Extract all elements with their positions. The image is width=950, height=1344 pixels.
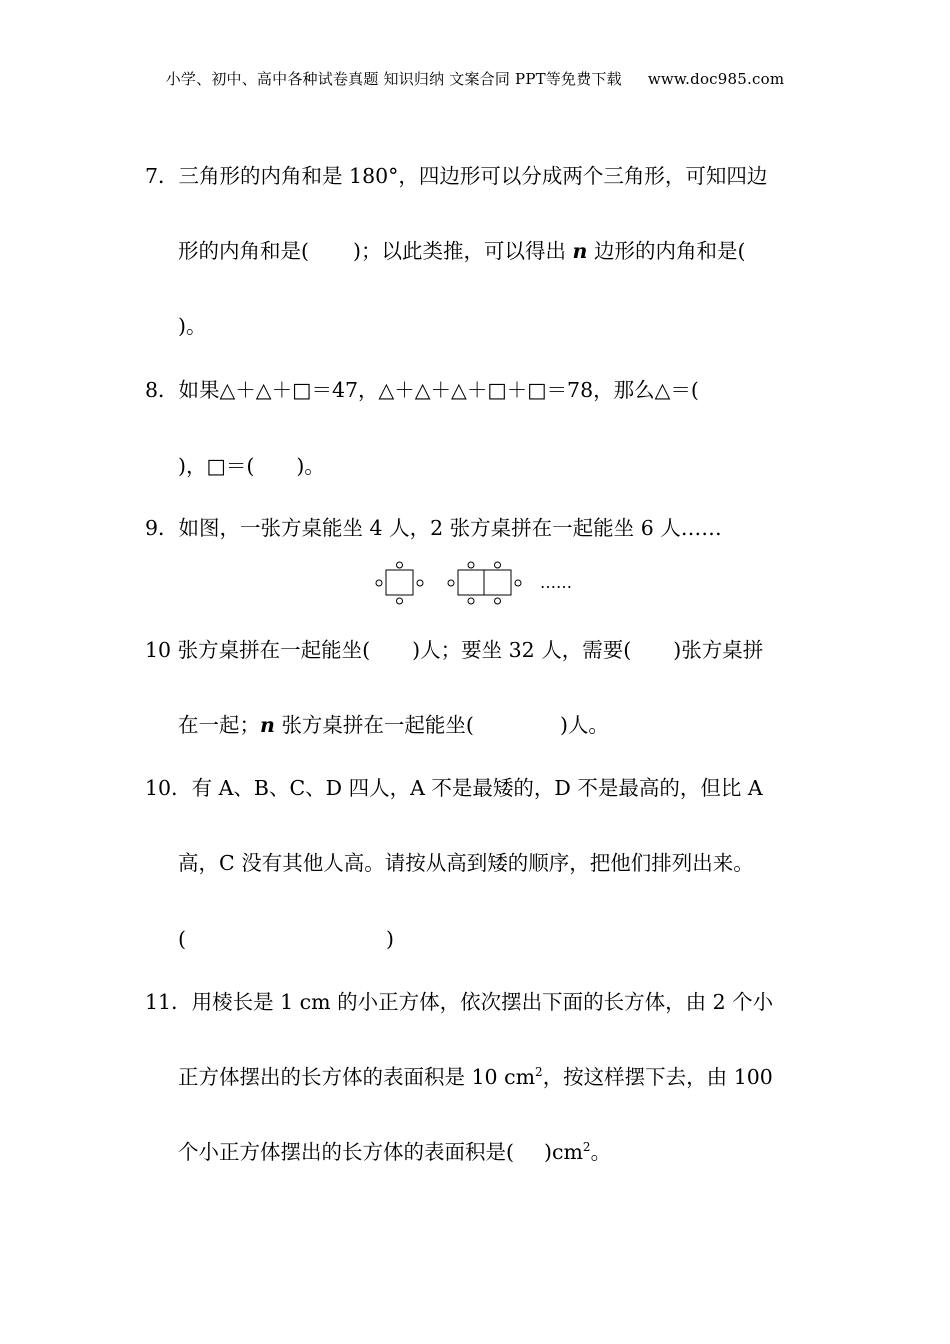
q8-line2 [178, 456, 325, 477]
figure-ellipsis: …… [540, 573, 572, 592]
q11-line3 [178, 1142, 611, 1163]
q11-text-d: )cm [544, 1140, 583, 1164]
q11-text-a: 正方体摆出的长方体的表面积是 10 cm [178, 1065, 536, 1089]
seat [448, 580, 454, 586]
page-header [0, 68, 950, 89]
q10-line3 [178, 929, 394, 950]
q7-text-a: 形的内角和是( [178, 239, 309, 263]
q11-text-c: 个小正方体摆出的长方体的表面积是( [178, 1140, 514, 1164]
q7-line2 [178, 241, 745, 262]
q11-line2 [178, 1067, 773, 1088]
q7-text-c: 边形的内角和是( [593, 239, 746, 263]
q7-line1: 7．三角形的内角和是 180°，四边形可以分成两个三角形，可知四边 [145, 164, 768, 188]
seat [397, 598, 403, 604]
q9-text-f: )人。 [559, 713, 609, 737]
double-table-right [484, 570, 511, 595]
single-table [386, 570, 413, 595]
q9-text-c: )张方桌拼 [673, 638, 764, 662]
table-seating-figure [372, 560, 582, 610]
q8-text-b: )。 [296, 454, 325, 478]
q10-paren-open: ( [178, 927, 186, 951]
seat [397, 562, 403, 568]
var-n: n [572, 239, 588, 263]
seat [417, 580, 423, 586]
q11-superscript: 2 [535, 1065, 543, 1079]
q9-text-d: 在一起； [178, 713, 260, 737]
q9-line2 [145, 640, 763, 661]
q9-text-a: 10 张方桌拼在一起能坐( [145, 638, 371, 662]
q10-paren-close: ) [386, 927, 394, 951]
seat [468, 562, 474, 568]
q9-text-b: )人；要坐 32 人，需要( [412, 638, 632, 662]
q11-line1: 11．用棱长是 1 cm 的小正方体，依次摆出下面的长方体，由 2 个小 [145, 990, 774, 1014]
q10-line2: 高，C 没有其他人高。请按从高到矮的顺序，把他们排列出来。 [178, 851, 754, 875]
header-text: 小学、初中、高中各种试卷真题 知识归纳 文案合同 PPT等免费下载 [165, 70, 622, 88]
q8-text-a: )，□＝( [178, 454, 255, 478]
var-n: n [260, 713, 275, 737]
q10-line1: 10．有 A、B、C、D 四人，A 不是最矮的，D 不是最高的，但比 A [145, 776, 763, 800]
seat [515, 580, 521, 586]
q8-line1: 8．如果△＋△＋□＝47，△＋△＋△＋□＋□＝78，那么△＝( [145, 378, 699, 402]
seat [495, 562, 501, 568]
q11-text-e: 。 [590, 1140, 612, 1164]
q7-line3: )。 [178, 314, 207, 338]
q7-text-b: )；以此类推，可以得出 [353, 239, 566, 263]
seat [376, 580, 382, 586]
seat [495, 598, 501, 604]
q9-line3 [178, 715, 609, 736]
q11-text-b: ，按这样摆下去，由 100 [542, 1065, 773, 1089]
double-table-left [458, 570, 484, 595]
q9-line1: 9．如图，一张方桌能坐 4 人，2 张方桌拼在一起能坐 6 人…… [145, 516, 722, 540]
q9-text-e: 张方桌拼在一起能坐( [281, 713, 474, 737]
seat [468, 598, 474, 604]
q11-superscript: 2 [582, 1140, 591, 1154]
header-site: www.doc985.com [647, 70, 785, 88]
